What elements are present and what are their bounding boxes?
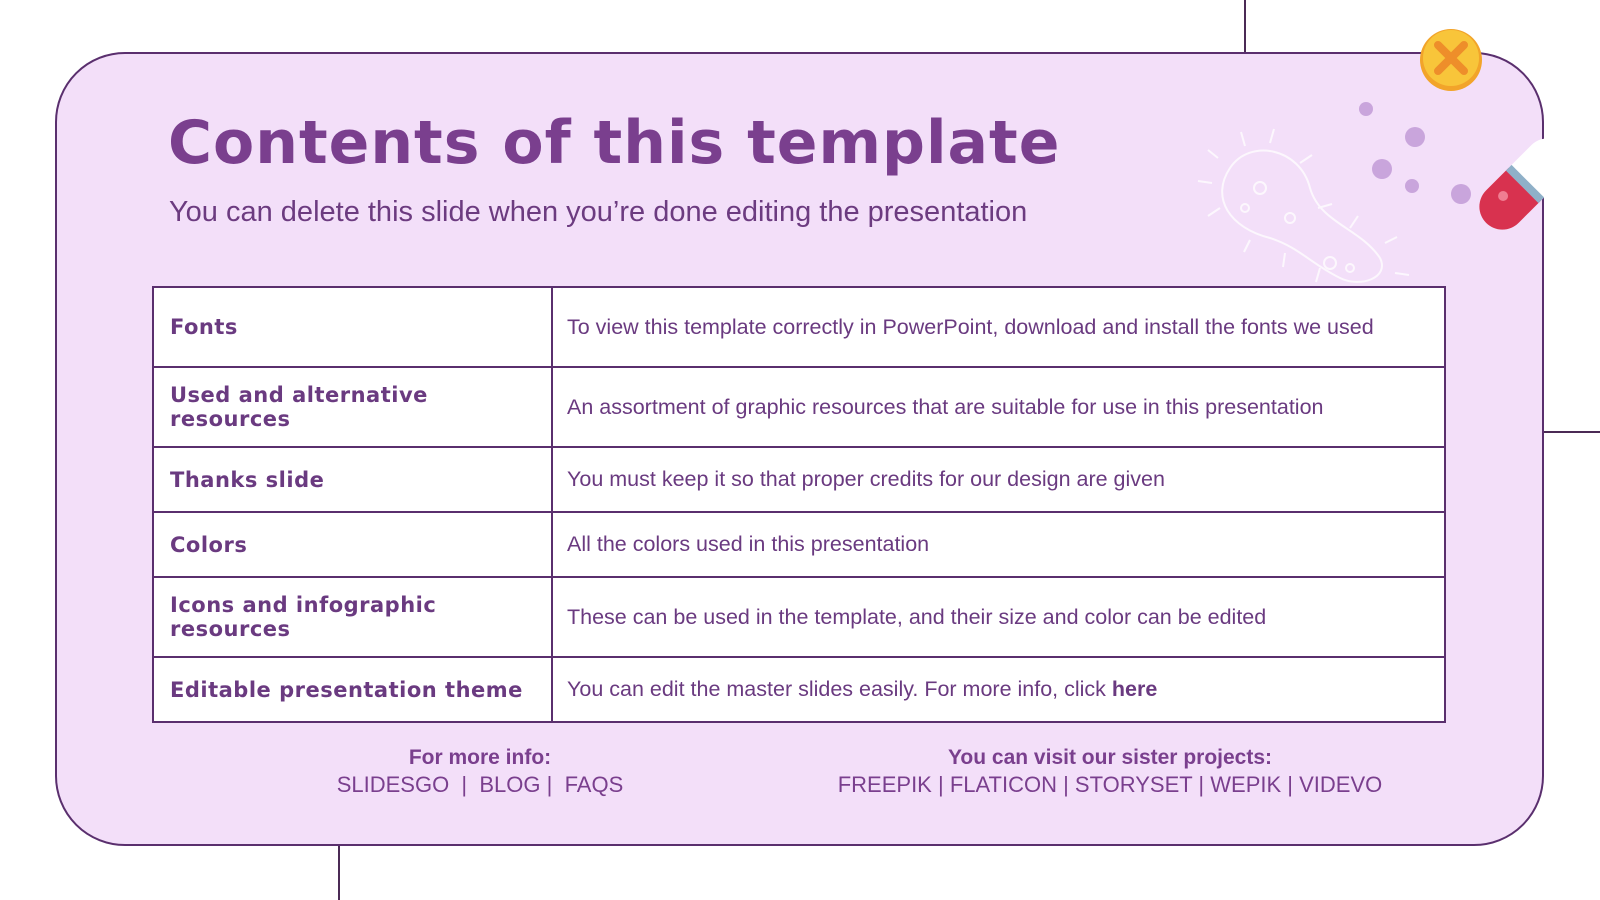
page-subtitle: You can delete this slide when you’re done editing the presentation — [169, 196, 1028, 228]
table-row — [153, 367, 1445, 447]
sister-projects-section — [810, 746, 1410, 798]
more-info-heading: For more info: — [408, 746, 552, 769]
row-label: Colors — [153, 512, 552, 577]
table-row — [153, 657, 1445, 722]
link-faqs[interactable]: FAQS — [564, 772, 624, 797]
table-row — [153, 287, 1445, 367]
link-wepik[interactable]: WEPIK — [1210, 772, 1282, 797]
page-title: Contents of this template — [168, 108, 1061, 178]
link-blog[interactable]: BLOG — [479, 772, 541, 797]
link-slidesgo[interactable]: SLIDESGO — [336, 772, 450, 797]
row-label: Fonts — [153, 287, 552, 367]
sister-projects-links: FREEPIK | FLATICON | STORYSET | WEPIK | VIDEVO — [837, 772, 1383, 797]
link-storyset[interactable]: STORYSET — [1074, 772, 1193, 797]
table-row — [153, 447, 1445, 512]
row-description-text: You can edit the master slides easily. For more info, click — [567, 677, 1112, 701]
table-row — [153, 577, 1445, 657]
row-label: Used and alternative resources — [153, 367, 552, 447]
row-label: Icons and infographic resources — [153, 577, 552, 657]
decor-line-right — [1544, 431, 1600, 433]
row-description: You must keep it so that proper credits for our design are given — [552, 447, 1445, 512]
coin-icon — [1416, 25, 1486, 95]
decor-line-top — [1244, 0, 1246, 54]
more-info-section — [300, 746, 660, 798]
row-description: An assortment of graphic resources that are suitable for use in this presentation — [552, 367, 1445, 447]
row-description: To view this template correctly in PowerPoint, download and install the fonts we used — [552, 287, 1445, 367]
table-row — [153, 512, 1445, 577]
link-videvo[interactable]: VIDEVO — [1299, 772, 1383, 797]
row-description: These can be used in the template, and their size and color can be edited — [552, 577, 1445, 657]
pill-icon — [1470, 124, 1580, 244]
row-description: All the colors used in this presentation — [552, 512, 1445, 577]
more-info-links: SLIDESGO | BLOG | FAQS — [336, 772, 624, 797]
row-description — [552, 657, 1445, 722]
row-label: Editable presentation theme — [153, 657, 552, 722]
row-label: Thanks slide — [153, 447, 552, 512]
resources-table — [152, 286, 1446, 723]
link-flaticon[interactable]: FLATICON — [949, 772, 1057, 797]
sister-projects-heading: You can visit our sister projects: — [947, 746, 1273, 769]
link-freepik[interactable]: FREEPIK — [837, 772, 932, 797]
decor-line-bottom — [338, 846, 340, 900]
here-link[interactable]: here — [1111, 677, 1158, 701]
dots-icon — [1350, 96, 1480, 216]
